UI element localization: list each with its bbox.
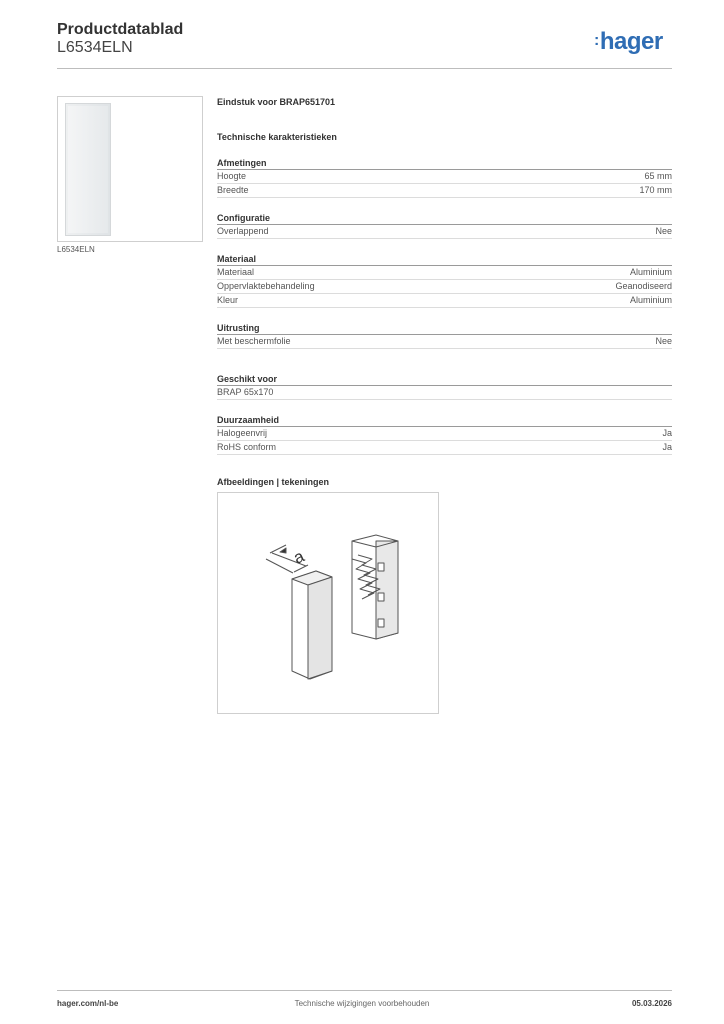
dimension-label-a: a	[290, 546, 308, 568]
page-title: Productdatablad	[57, 21, 184, 38]
product-description: Eindstuk voor BRAP651701	[217, 97, 336, 107]
spec-value: Nee	[655, 226, 672, 236]
section-heading: Geschikt voor	[217, 373, 672, 386]
spec-label: Materiaal	[217, 267, 255, 277]
spec-value: Ja	[662, 428, 672, 438]
section-heading: Duurzaamheid	[217, 414, 672, 427]
section-duurzaamheid	[217, 414, 672, 455]
spec-row	[217, 335, 672, 349]
spec-row	[217, 427, 672, 441]
spec-label: Breedte	[217, 185, 249, 195]
logo-text: hager	[599, 28, 663, 55]
section-heading: Configuratie	[217, 212, 672, 225]
section-heading: Uitrusting	[217, 322, 672, 335]
spec-row	[217, 170, 672, 184]
spec-row	[217, 225, 672, 239]
spec-row	[217, 386, 672, 400]
end-cap-drawing	[218, 493, 440, 715]
spec-row	[217, 184, 672, 198]
section-heading: Afmetingen	[217, 157, 672, 170]
section-uitrusting	[217, 322, 672, 349]
spec-value: Ja	[662, 442, 672, 452]
spec-label: Hoogte	[217, 171, 247, 181]
product-details	[217, 96, 672, 488]
spec-value: 65 mm	[644, 171, 672, 181]
spec-value: Geanodiseerd	[615, 281, 672, 291]
section-heading: Materiaal	[217, 253, 672, 266]
spec-row	[217, 280, 672, 294]
footer-divider	[57, 990, 672, 991]
thumbnail-caption: L6534ELN	[57, 245, 95, 254]
spec-row	[217, 441, 672, 455]
spec-label: Overlappend	[217, 226, 269, 236]
footer-date: 05.03.2026	[631, 999, 672, 1008]
spec-value: Aluminium	[629, 267, 672, 277]
spec-label: Met beschermfolie	[217, 336, 291, 346]
hager-logo[interactable]	[594, 28, 663, 56]
spec-label: RoHS conform	[217, 442, 277, 452]
spec-label: BRAP 65x170	[217, 387, 274, 397]
drawings-heading: Afbeeldingen | tekeningen	[217, 477, 330, 487]
spec-value: Nee	[655, 336, 672, 346]
spec-label: Kleur	[217, 295, 239, 305]
spec-label: Oppervlaktebehandeling	[217, 281, 315, 291]
footer-disclaimer: Technische wijzigingen voorbehouden	[294, 999, 430, 1008]
spec-row	[217, 266, 672, 280]
spec-value: 170 mm	[639, 185, 672, 195]
section-afmetingen	[217, 157, 672, 198]
section-configuratie	[217, 212, 672, 239]
spec-label: Halogeenvrij	[217, 428, 268, 438]
product-code: L6534ELN	[57, 39, 133, 56]
technical-drawing	[217, 492, 439, 714]
section-materiaal	[217, 253, 672, 308]
end-plate-image	[65, 103, 111, 236]
spec-value: Aluminium	[629, 295, 672, 305]
product-thumbnail	[57, 96, 203, 242]
header-divider	[57, 68, 672, 69]
logo-dots-icon: :	[594, 32, 599, 49]
tech-characteristics-heading: Technische karakteristieken	[217, 132, 337, 142]
section-geschikt-voor	[217, 373, 672, 400]
footer-website-link[interactable]: hager.com/nl-be	[57, 999, 119, 1008]
spec-row	[217, 294, 672, 308]
